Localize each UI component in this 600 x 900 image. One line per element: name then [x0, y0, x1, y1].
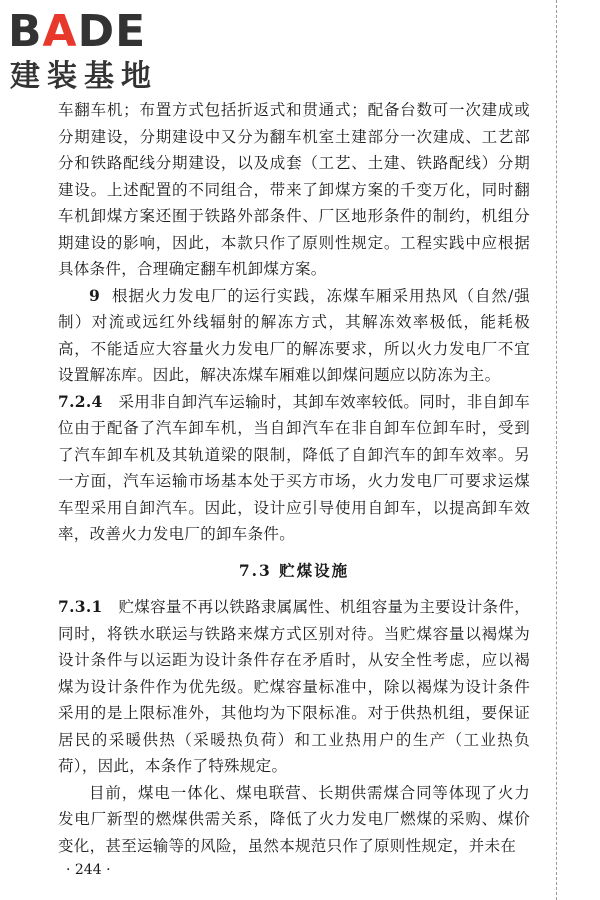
paragraph-current-situation: 目前，煤电一体化、煤电联营、长期供需煤合同等体现了火力发电厂新型的燃煤供需关系，降低了火力发电厂燃煤的采购、煤价变化，甚至运输等的风险，虽然本规范只作了原则性规定，并未在: [58, 783, 530, 855]
paragraph-7-3-1: 7.3.1 贮煤容量不再以铁路隶属属性、机组容量为主要设计条件，同时，将铁水联运与铁路来煤方式区别对待。当贮煤容量以褐煤为设计条件与以运距为设计条件存在矛盾时，从安全性考虑，应以褐煤为设计条件作为优先级。贮煤容量标准中，除以褐煤为设计条件采用的是上限标准外，其他均为下限标准。对于供热机组，要保证居民的采暖供热（采暖热负荷）和工业热用户的生产（工业热负荷），因此，本条作了特殊规定。: [58, 597, 530, 775]
paragraph-7-2-4: 7.2.4 采用非自卸汽车运输时，其卸车效率较低。同时，非自卸车位由于配备了汽车卸车机，当自卸汽车在非自卸车位卸车时，受到了汽车卸车机及其轨道梁的限制，降低了自卸汽车的卸车效率。另一方面，汽车运输市场基本处于买方市场，火力发电厂可要求运煤车型采用自卸汽车。因此，设计应引导使用自卸车，以提高卸车效率，改善火力发电厂的卸车条件。: [58, 391, 530, 543]
paragraph-item-9: 9 根据火力发电厂的运行实践，冻煤车厢采用热风（自然/强制）对流或远红外线辐射的解冻方式，其解冻效率极低，能耗极高，不能适应大容量火力发电厂的解冻要求，所以火力发电厂不宜设置解冻库。因此，解决冻煤车厢难以卸煤问题应以防冻为主。: [58, 285, 530, 384]
paragraph-continued: 车翻车机；布置方式包括折返式和贯通式；配备台数可一次建成或分期建设，分期建设中又分为翻车机室土建部分一次建成、工艺部分和铁路配线分期建设，以及成套（工艺、土建、铁路配线）分期建设。上述配置的不同组合，带来了卸煤方案的千变万化，同时翻车机卸煤方案还囿于铁路外部条件、厂区地形条件的制约，机组分期建设的影响，因此，本款只作了原则性规定。工程实践中应根据具体条件，合理确定翻车机卸煤方案。: [58, 101, 530, 278]
document-body: [58, 97, 530, 859]
logo-subtitle: 建装基地: [10, 59, 158, 94]
bade-logo: [8, 6, 183, 96]
logo-wordmark: BADE: [8, 6, 147, 57]
section-title: 7.3 贮煤设施: [238, 560, 350, 580]
page-number: · 244 ·: [66, 862, 111, 878]
page-edge-line: [556, 0, 557, 900]
